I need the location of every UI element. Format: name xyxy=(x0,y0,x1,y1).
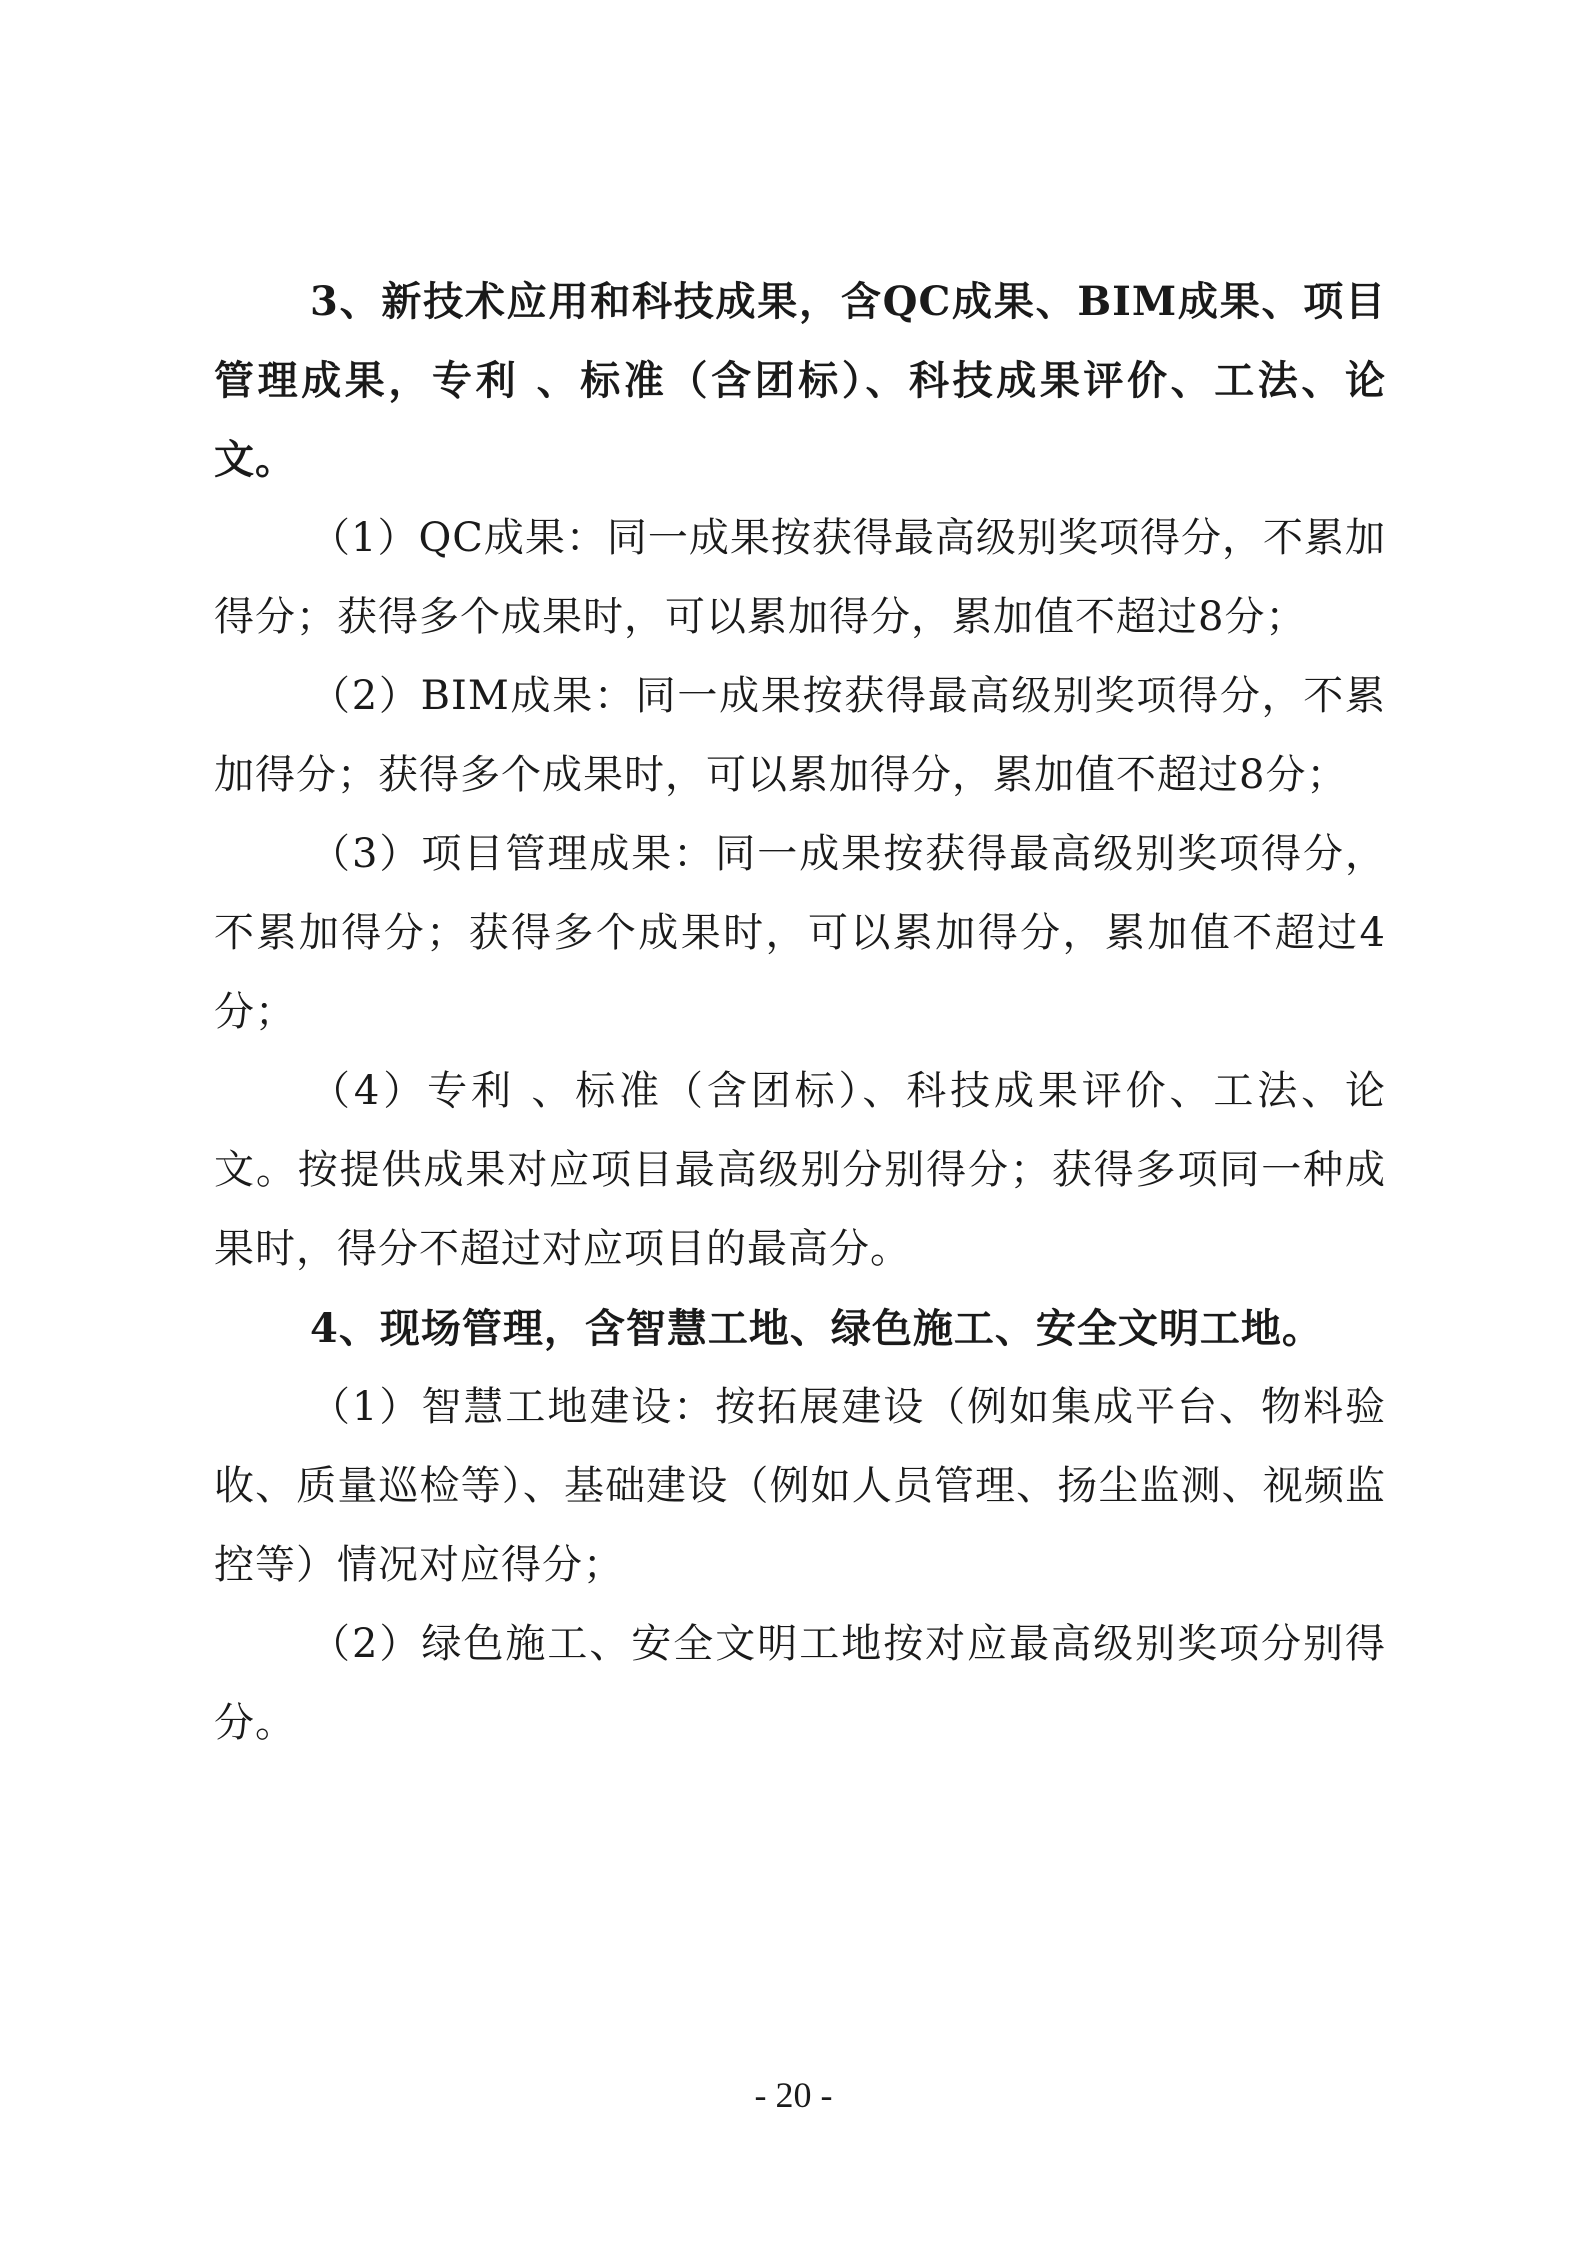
section-heading-4: 4、现场管理，含智慧工地、绿色施工、安全文明工地。 xyxy=(310,1305,1323,1352)
paragraph-bim-results: （2）BIM成果：同一成果按获得最高级别奖项得分，不累加得分；获得多个成果时，可以累加得分，累加值不超过8分； xyxy=(214,673,1386,798)
paragraph-qc-results: （1）QC成果：同一成果按获得最高级别奖项得分，不累加得分；获得多个成果时，可以累加得分，累加值不超过8分； xyxy=(214,515,1386,640)
paragraph-project-management-results: （3）项目管理成果：同一成果按获得最高级别奖项得分，不累加得分；获得多个成果时，可以累加得分，累加值不超过4分； xyxy=(214,831,1386,1035)
paragraph-smart-site: （1）智慧工地建设：按拓展建设（例如集成平台、物料验收、质量巡检等）、基础建设（例如人员管理、扬尘监测、视频监控等）情况对应得分； xyxy=(214,1384,1386,1588)
paragraph-patents-standards: （4）专利 、标准（含团标）、科技成果评价、工法、论文。按提供成果对应项目最高级别分别得分；获得多项同一种成果时，得分不超过对应项目的最高分。 xyxy=(214,1068,1386,1272)
section-heading-3: 3、新技术应用和科技成果，含QC成果、BIM成果、项目管理成果，专利 、标准（含团标）、科技成果评价、工法、论文。 xyxy=(214,278,1386,483)
page-number: - 20 - xyxy=(754,2075,833,2115)
document-body xyxy=(214,262,1386,1763)
paragraph-green-construction: （2）绿色施工、安全文明工地按对应最高级别奖项分别得分。 xyxy=(214,1621,1386,1746)
